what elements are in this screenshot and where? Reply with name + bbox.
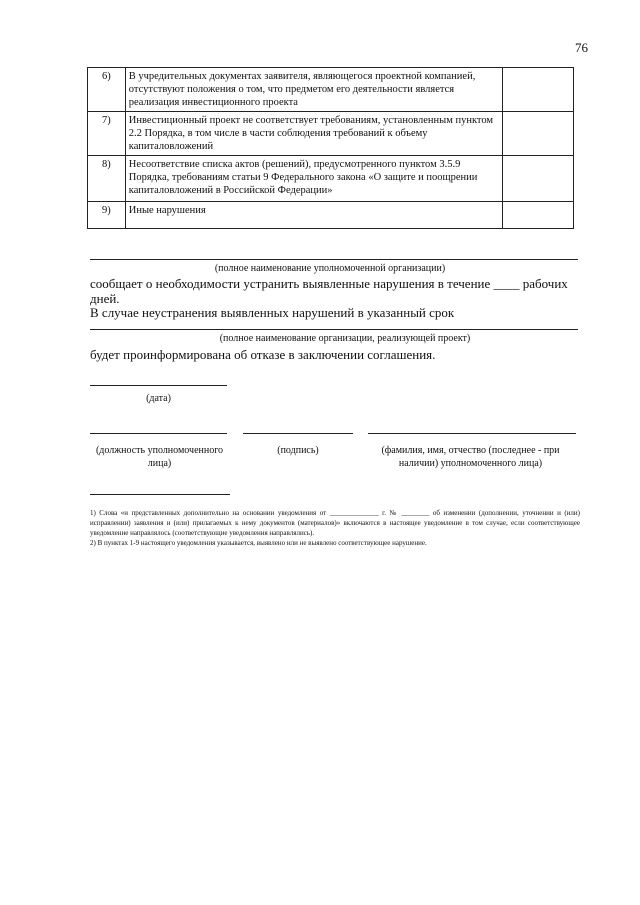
authorized-org-caption: (полное наименование уполномоченной организации) [214,263,446,274]
notice-fix-text: сообщает о необходимости устранить выявленные нарушения в течение ____ рабочих дней. [90,276,568,306]
violation-text: Инвестиционный проект не соответствует требованиям, установленным пунктом 2.2 Порядка, в том числе в части соблюдения требований к объему капиталовложений [125,112,502,156]
violation-text: Несоответствие списка актов (решений), предусмотренного пунктом 3.5.9 Порядка, требованиям статьи 9 Федерального закона «О защите и поощрении капиталовложений в Российской Федерации» [125,156,502,202]
violation-mark-cell[interactable] [502,68,573,112]
full-name-line[interactable] [368,433,576,434]
authorized-org-line[interactable] [90,259,578,260]
date-line[interactable] [90,385,227,386]
footnote-1: 1) Слова «и представленных дополнительно на основании уведомления от ______________ г. № ________ об изменении (дополнении, уточнении и (или) исправлении) заявления и (или) прилагаемых к нему документов (материалов)» включаются в настоящее уведомление в том случае, если соответствующее уведомление направлялось (соответствующие уведомления направлялись). [90,509,580,537]
violation-mark-cell[interactable] [502,112,573,156]
violations-table [87,67,574,229]
table-row [88,68,574,112]
page-number: 76 [575,40,588,55]
signature-caption: (подпись) [277,445,319,456]
violation-mark-cell[interactable] [502,156,573,202]
table-row [88,156,574,202]
project-org-line[interactable] [90,329,578,330]
row-number: 8) [88,156,126,202]
footnote-separator [90,494,230,495]
notice-refusal-text: будет проинформирована об отказе в заключении соглашения. [90,347,436,362]
table-row [88,112,574,156]
footnote-2: 2) В пунктах 1-9 настоящего уведомления указывается, выявлено или не выявлено соответствующее нарушение. [90,539,427,547]
row-number: 6) [88,68,126,112]
table-row [88,202,574,229]
signature-line[interactable] [243,433,353,434]
violation-mark-cell[interactable] [502,202,573,229]
violation-text: В учредительных документах заявителя, являющегося проектной компанией, отсутствуют положения о том, что предметом его деятельности является реализация инвестиционного проекта [125,68,502,112]
position-line[interactable] [90,433,227,434]
footnotes [90,508,580,548]
row-number: 7) [88,112,126,156]
project-org-caption: (полное наименование организации, реализующей проект) [219,333,471,344]
date-caption: (дата) [146,393,171,404]
row-number: 9) [88,202,126,229]
violation-text: Иные нарушения [125,202,502,229]
position-caption: (должность уполномоченного лица) [95,445,224,469]
full-name-caption: (фамилия, имя, отчество (последнее - при наличии) уполномоченного лица) [381,445,560,469]
notice-if-not-fixed-text: В случае неустранения выявленных нарушений в указанный срок [90,305,455,320]
